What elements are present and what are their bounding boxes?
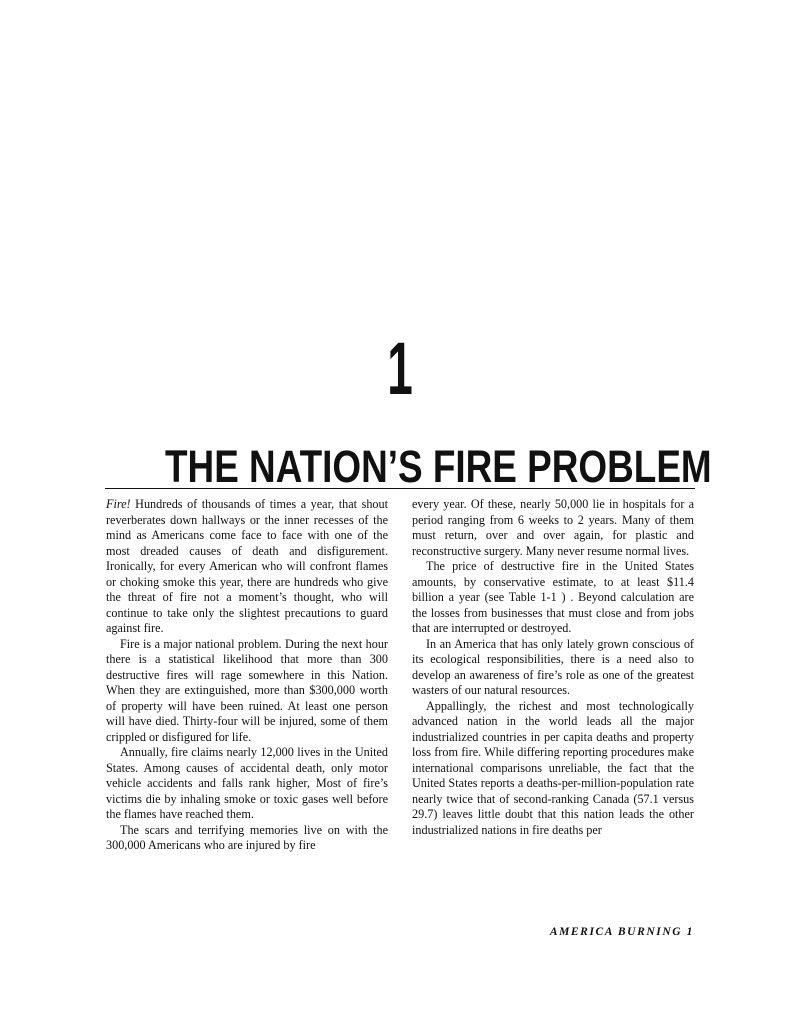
body-column-right [412,497,694,838]
body-paragraph: The scars and terrifying memories live on with the 300,000 Americans who are injured by fire [106,822,388,852]
paragraph-text: Hundreds of thousands of times a year, that shout reverberates down hallways or the inner recesses of the mind as Americans come face to face with one of the most dreaded causes of death and disfigurement. Ironically, for every American who will confront flames or choking smoke this year, there are hundreds who give the threat of fire not a moment’s thought, who will continue to take only the slightest precautions to guard against fire. [106,497,388,635]
body-column-left [106,497,388,854]
body-paragraph [106,497,388,637]
body-paragraph: In an America that has only lately grown conscious of its ecological responsibilities, there is a need also to develop an awareness of fire’s role as one of the greatest wasters of our natural resources. [412,636,694,697]
chapter-title [105,441,712,492]
body-paragraph: every year. Of these, nearly 50,000 lie in hospitals for a period ranging from 6 weeks to 2 years. Many of them must return, over and over again, for plastic and reconstructive surgery. Many never resume normal lives. [412,497,694,558]
chapter-number: 1 [387,327,413,410]
body-paragraph: Appallingly, the richest and most technologically advanced nation in the world leads all the major industrialized countries in per capita deaths and property loss from fire. While differing reporting procedures make international comparisons unreliable, the fact that the United States reports a deaths-per-million-population rate nearly twice that of second-ranking Canada (57.1 versus 29.7) leaves little doubt that this nation leads the other industrialized nations in fire deaths per [412,698,694,837]
page-number: 1 [686,926,694,938]
lead-in-word: Fire! [106,497,131,511]
body-paragraph: Annually, fire claims nearly 12,000 lives in the United States. Among causes of accidental death, only motor vehicle accidents and falls rank higher, Most of fire’s victims die by inhaling smoke or toxic gases well before the flames have reached them. [106,745,388,821]
running-footer [550,926,694,938]
chapter-title-text: THE NATION’S FIRE PROBLEM [165,441,712,492]
body-paragraph: The price of destructive fire in the United States amounts, by conservative estimate, to at least $11.4 billion a year (see Table 1-1 ) . Beyond calculation are the losses from businesses that must close and from jobs that are interrupted or destroyed. [412,559,694,635]
running-title: AMERICA BURNING [549,926,683,938]
body-paragraph: Fire is a major national problem. During the next hour there is a statistical likelihood that more than 300 destructive fires will rage somewhere in this Nation. When they are extinguished, more than $300,000 worth of property will have been ruined. At least one person will have died. Thirty-four will be injured, some of them crippled or disfigured for life. [106,636,388,744]
